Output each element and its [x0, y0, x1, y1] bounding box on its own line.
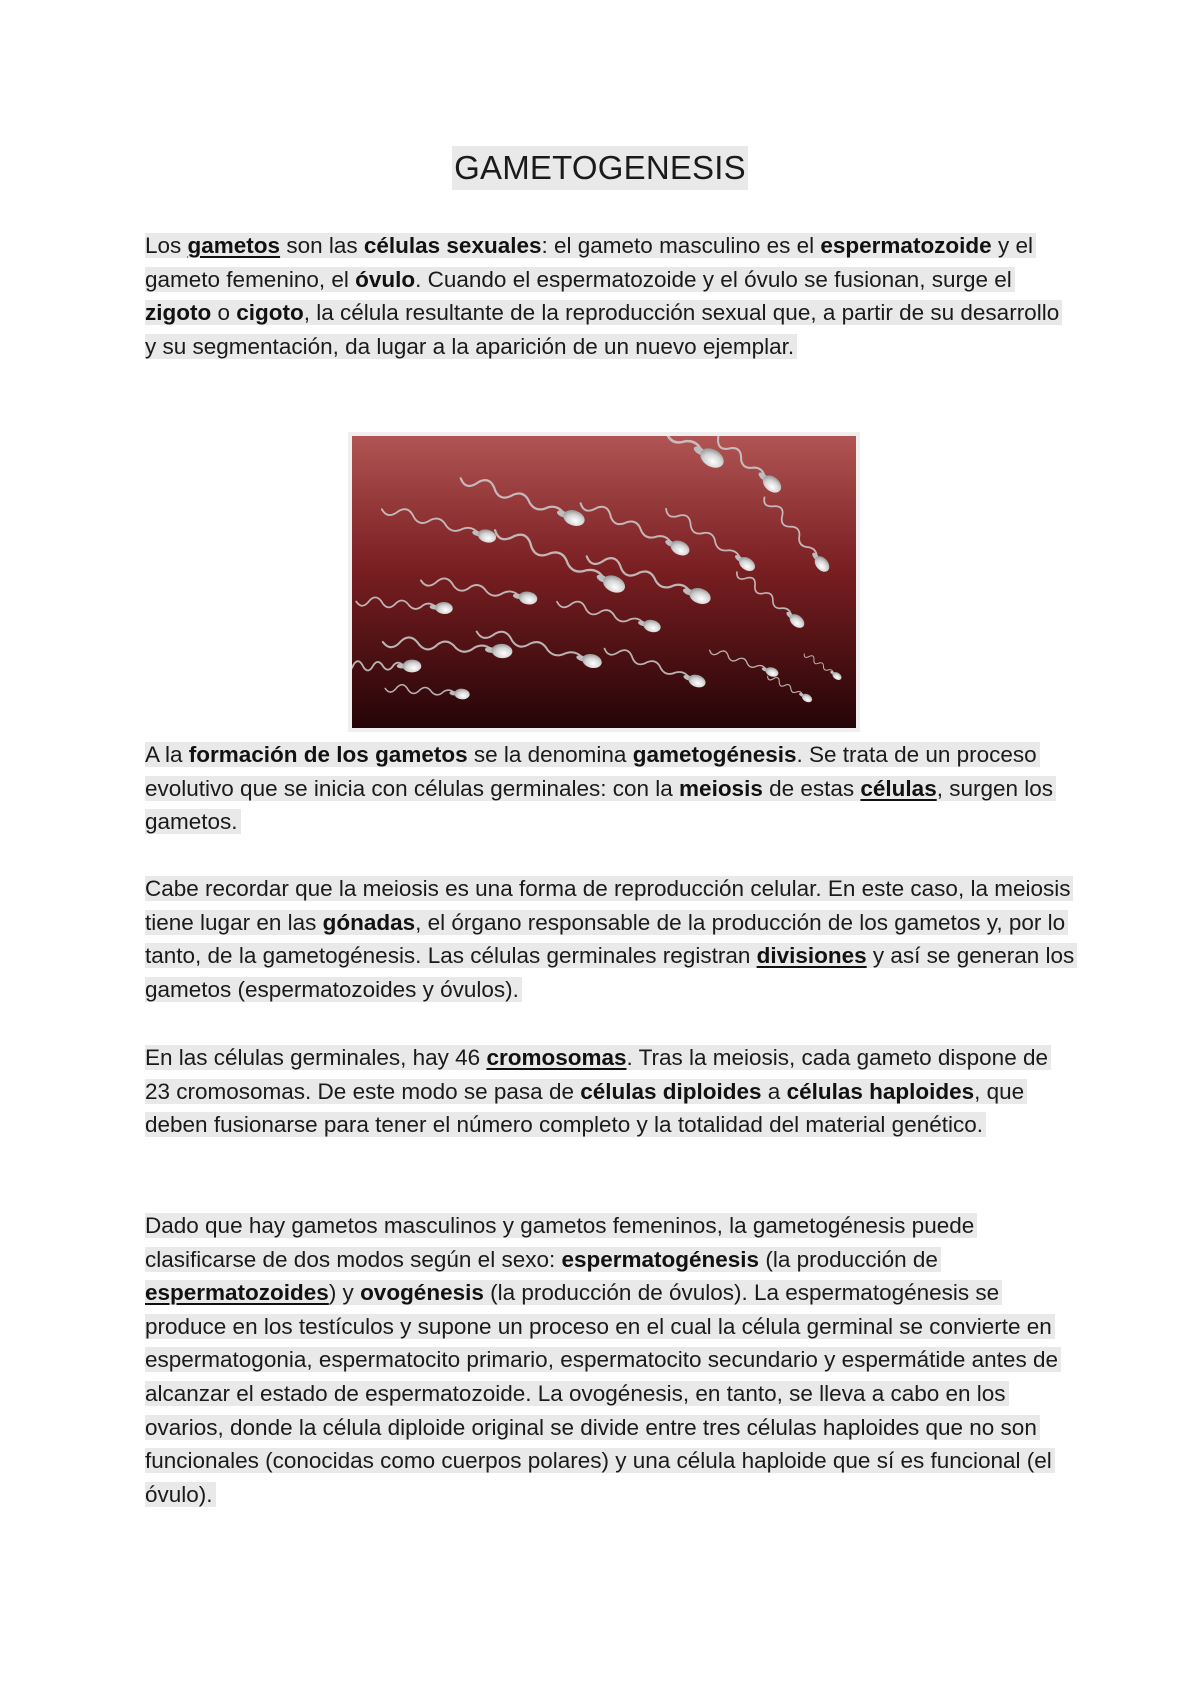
paragraph-text	[145, 876, 1077, 1002]
bold-term: ovogénesis	[360, 1280, 484, 1306]
text-run: son las	[280, 233, 364, 258]
linked-term[interactable]: cromosomas	[486, 1045, 627, 1070]
text-run: . Tras la meiosis, cada gameto dispone de 23 cromosomas. De este modo se pasa de	[145, 1045, 1048, 1104]
sperm-illustration	[348, 432, 860, 732]
bold-term: gametogénesis	[632, 742, 797, 767]
bold-term: óvulo	[355, 266, 416, 292]
linked-term[interactable]: gametos	[187, 233, 281, 258]
text-run: Dado que hay gametos masculinos y gametos femeninos, la gametogénesis puede clasificarse de dos modos según el sexo:	[145, 1213, 975, 1272]
paragraph-text	[145, 1213, 1061, 1507]
paragraph-4	[145, 1041, 1075, 1142]
bold-term: zigoto	[145, 300, 212, 326]
linked-term[interactable]: espermatozoides	[145, 1280, 329, 1306]
text-run: . Se trata de un proceso evolutivo que se inicia con células germinales: con la	[145, 742, 1037, 801]
linked-term[interactable]: divisiones	[756, 943, 867, 969]
paragraph-text	[145, 233, 1062, 359]
bold-term: células haploides	[786, 1078, 975, 1104]
sperm-image	[352, 436, 856, 728]
text-run: de estas	[762, 775, 861, 801]
text-run: Cabe recordar que la meiosis es una forma de reproducción celular. En este caso, la meiosis tiene lugar en las	[145, 876, 1071, 935]
linked-term[interactable]: células	[860, 775, 937, 801]
text-run: se la denomina	[467, 742, 633, 767]
paragraph-3	[145, 872, 1075, 1006]
text-run: En las células germinales, hay 46	[145, 1045, 487, 1070]
text-run: y así se generan los gametos (espermatozoides y óvulos).	[145, 943, 1075, 1002]
bold-term: gónadas	[322, 909, 416, 935]
text-run: . Cuando el espermatozoide y el óvulo se fusionan, surge el	[415, 266, 1012, 292]
paragraph-text	[145, 742, 1056, 834]
paragraph-1	[145, 229, 1075, 363]
text-run: , el órgano responsable de la producción de los gametos y, por lo tanto, de la gametogénesis. Las células germinales registran	[145, 909, 1066, 969]
bold-term: células sexuales	[363, 233, 542, 258]
text-run: Los	[145, 233, 188, 258]
text-run: (la producción de	[759, 1246, 938, 1272]
bold-term: formación de los gametos	[188, 742, 468, 767]
text-run: A la	[145, 742, 189, 767]
title-wrap	[0, 146, 1200, 190]
text-run: ) y	[328, 1280, 361, 1306]
paragraph-text	[145, 1045, 1051, 1137]
bold-term: espermatozoide	[820, 233, 992, 258]
bold-term: meiosis	[679, 775, 763, 801]
bold-term: células diploides	[580, 1078, 762, 1104]
bold-term: cigoto	[236, 300, 304, 326]
text-run: (la producción de óvulos). La espermatogénesis se produce en los testículos y supone un proceso en el cual la célula germinal se convierte en espermatogonia, espermatocito primario, espermatocito secundario y espermátide antes de alcanzar el estado de espermatozoide. La ovogénesis, en tanto, se lleva a cabo en los ovarios, donde la célula diploide original se divide entre tres células haploides que no son funcionales (conocidas como cuerpos polares) y una célula haploide que sí es funcional (el óvulo).	[145, 1280, 1058, 1507]
text-run: , surgen los gametos.	[145, 775, 1054, 835]
text-run: , que deben fusionarse para tener el número completo y la totalidad del material genético.	[145, 1078, 1025, 1138]
paragraph-5	[145, 1209, 1075, 1511]
text-run: , la célula resultante de la reproducción sexual que, a partir de su desarrollo y su segmentación, da lugar a la aparición de un nuevo ejemplar.	[145, 300, 1060, 359]
page-title: GAMETOGENESIS	[452, 146, 748, 190]
text-run: a	[761, 1078, 787, 1104]
bold-term: espermatogénesis	[561, 1246, 760, 1272]
sperm-head	[403, 660, 422, 673]
text-run: : el gameto masculino es el	[541, 233, 821, 258]
text-run: y el gameto femenino, el	[145, 233, 1033, 292]
text-run: o	[211, 300, 237, 326]
paragraph-2	[145, 738, 1075, 839]
